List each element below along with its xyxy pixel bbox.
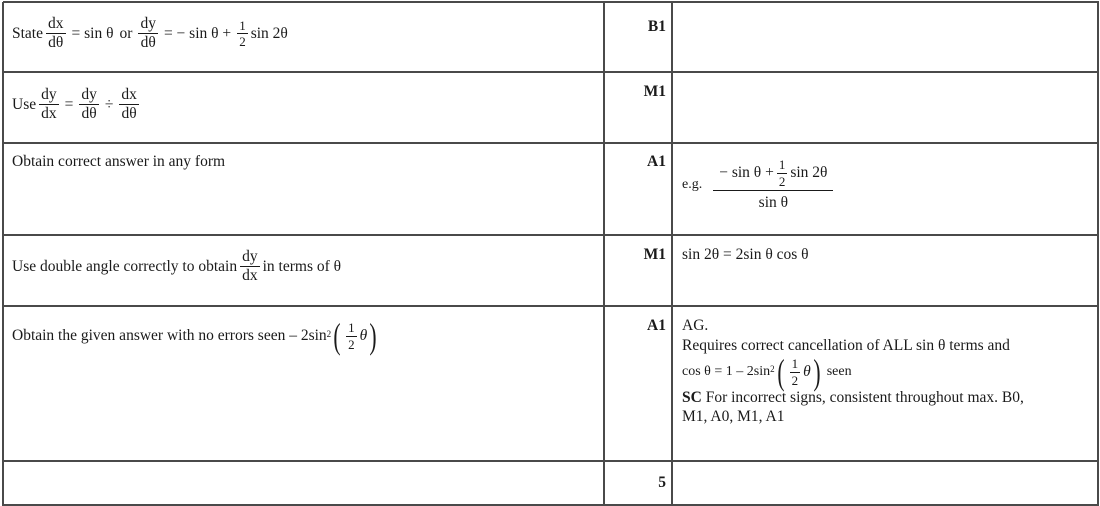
equation-rhs: = − sin θ + <box>163 24 232 42</box>
denominator: dθ <box>140 34 156 52</box>
mark-code: M1 <box>643 246 666 263</box>
row-divider <box>3 305 1099 307</box>
criterion-text: Obtain correct answer in any form <box>12 153 226 170</box>
table-border-top <box>3 1 1099 3</box>
table-row <box>12 16 288 52</box>
table-row <box>12 249 341 285</box>
numerator: dy <box>240 249 260 267</box>
guidance-ag: AG. <box>682 317 709 334</box>
total-marks: 5 <box>658 474 666 491</box>
sc-text: For incorrect signs, consistent throughout max. B0, <box>701 389 1024 407</box>
example-prefix: e.g. <box>682 176 703 192</box>
denominator: dx <box>41 105 57 123</box>
guidance-identity <box>682 352 852 393</box>
numerator: dx <box>46 16 66 34</box>
theta-symbol: θ <box>803 363 811 381</box>
column-divider <box>671 2 673 506</box>
numerator: dx <box>119 87 139 105</box>
numerator-part: − sin θ + <box>719 164 774 181</box>
fraction-dx-dtheta <box>46 16 66 52</box>
denominator: 2 <box>778 173 786 189</box>
equation-rhs: = sin θ <box>71 24 114 42</box>
mark-code: A1 <box>647 317 666 334</box>
row-divider <box>3 71 1099 73</box>
numerator: dy <box>79 87 99 105</box>
left-paren: ( <box>777 352 785 393</box>
fraction-half <box>346 321 357 351</box>
numerator: 1 <box>791 356 799 372</box>
denominator: 2 <box>239 34 246 50</box>
criterion-chain-rule <box>12 87 142 123</box>
superscript: 2 <box>326 329 332 339</box>
right-paren: ) <box>369 316 377 356</box>
criterion-text: Use double angle correctly to obtain <box>12 257 238 275</box>
row-divider <box>3 460 1099 462</box>
row-divider <box>3 142 1099 144</box>
denominator: sin θ <box>758 194 789 212</box>
criterion-prefix: Use <box>12 95 37 113</box>
denominator: 2 <box>348 336 355 352</box>
criterion-prefix: State <box>12 24 43 42</box>
superscript: 2 <box>770 364 775 375</box>
criterion-text: in terms of θ <box>262 257 342 275</box>
numerator: dy <box>39 87 59 105</box>
theta-symbol: θ <box>359 327 368 344</box>
column-divider <box>603 2 605 506</box>
denominator: dθ <box>48 34 64 52</box>
mark-code: M1 <box>643 83 666 100</box>
criterion-double-angle <box>12 249 341 285</box>
table-border-right <box>1097 2 1099 506</box>
numerator: dy <box>138 16 158 34</box>
fraction-dy-dx <box>240 249 260 285</box>
equals-sign: = <box>64 95 74 113</box>
mark-code: A1 <box>647 153 666 170</box>
equation-rhs: sin 2θ <box>250 24 288 42</box>
table-border-left <box>2 2 4 506</box>
table-row <box>12 87 142 123</box>
connector-text: or <box>119 24 133 42</box>
numerator <box>713 158 833 191</box>
guidance-identity: sin 2θ = 2sin θ cos θ <box>682 246 809 263</box>
row-divider <box>3 234 1099 236</box>
fraction-dy-dtheta <box>79 87 99 123</box>
guidance-given-answer <box>682 316 1092 425</box>
denominator: dθ <box>121 105 137 123</box>
guidance-example <box>682 158 1092 212</box>
criterion-given-answer <box>12 318 379 354</box>
table-row <box>12 318 379 354</box>
fraction-dy-dtheta <box>138 16 158 52</box>
right-paren: ) <box>813 352 821 393</box>
fraction-dx-dtheta <box>119 87 139 123</box>
numerator-part: sin 2θ <box>790 164 828 181</box>
denominator: 2 <box>791 372 799 388</box>
fraction-answer <box>713 158 833 212</box>
criterion-state-derivatives <box>12 16 288 52</box>
sc-label: SC <box>682 389 702 407</box>
left-paren: ( <box>333 316 341 356</box>
denominator: dθ <box>81 105 97 123</box>
guidance-special-case <box>682 388 1092 408</box>
numerator: 1 <box>778 157 786 172</box>
fraction-half <box>237 19 248 49</box>
fraction-half <box>790 357 801 387</box>
criterion-text: Obtain the given answer with no errors seen – 2sin <box>12 327 327 344</box>
denominator: dx <box>242 267 258 285</box>
identity-text: seen <box>826 364 852 380</box>
guidance-line: Requires correct cancellation of ALL sin θ terms and <box>682 337 1010 355</box>
divide-sign: ÷ <box>104 95 114 113</box>
numerator: 1 <box>348 319 355 335</box>
identity-text: cos θ = 1 – 2sin <box>682 364 771 380</box>
mark-code: B1 <box>647 18 666 35</box>
numerator: 1 <box>239 17 246 33</box>
fraction-half <box>777 158 788 188</box>
fraction-dy-dx <box>39 87 59 123</box>
sc-text: M1, A0, M1, A1 <box>682 408 785 426</box>
